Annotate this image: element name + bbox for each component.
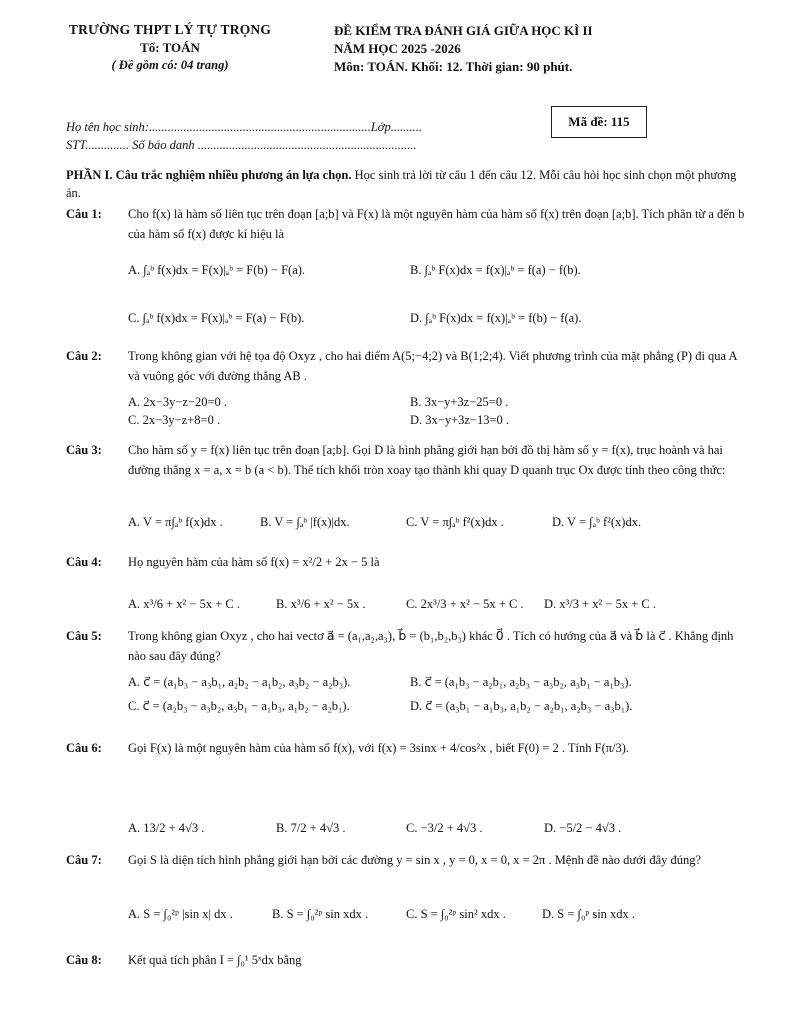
question-8 bbox=[66, 950, 746, 970]
part-1-title: PHẦN I. Câu trắc nghiệm nhiều phương án lựa chọn. bbox=[66, 168, 352, 182]
question-5 bbox=[66, 626, 746, 713]
part-1-description: Học sinh trả lời từ câu 1 đến câu 12. Mỗi câu hỏi học sinh chọn một phương án. bbox=[66, 168, 737, 200]
option-d: D. x³/3 + x² − 5x + C . bbox=[544, 597, 656, 611]
option-c: C. ∫ₐᵇ f(x)dx = F(x)|ₐᵇ = F(a) − F(b). bbox=[128, 311, 305, 325]
option-d: D. c⃗ = (a₃b₁ − a₁b₃, a₁b₂ − a₂b₁, a₂b₃ − a₃b₁). bbox=[410, 699, 633, 713]
question-label: Câu 1: bbox=[66, 207, 102, 221]
option-c: C. S = ∫₀²ᵖ sin² xdx . bbox=[406, 907, 506, 921]
question-2 bbox=[66, 346, 746, 427]
school-header bbox=[40, 22, 300, 73]
question-label: Câu 8: bbox=[66, 953, 102, 967]
option-c: C. 2x−3y−z+8=0 . bbox=[128, 413, 221, 427]
question-label: Câu 3: bbox=[66, 443, 102, 457]
option-d: D. V = ∫ₐᵇ f²(x)dx. bbox=[552, 515, 642, 529]
option-d: D. −5/2 − 4√3 . bbox=[544, 821, 622, 835]
question-label: Câu 5: bbox=[66, 629, 102, 643]
question-label: Câu 4: bbox=[66, 555, 102, 569]
question-text: Trong không gian với hệ tọa độ Oxyz , cho hai điểm A(5;−4;2) và B(1;2;4). Viết phương trình của mặt phẳng (P) đi qua A và vuông góc với đường thẳng AB . bbox=[128, 349, 737, 383]
option-a: A. 13/2 + 4√3 . bbox=[128, 821, 205, 835]
option-b: B. c⃗ = (a₁b₃ − a₂b₁, a₂b₃ − a₃b₂, a₃b₁ − a₁b₃). bbox=[410, 675, 632, 689]
question-text: Gọi S là diện tích hình phẳng giới hạn bởi các đường y = sin x , y = 0, x = 0, x = 2π . Mệnh đề nào dưới đây đúng? bbox=[128, 853, 702, 867]
student-info bbox=[66, 118, 422, 154]
school-year: NĂM HỌC 2025 -2026 bbox=[334, 41, 461, 56]
option-a: A. x³/6 + x² − 5x + C . bbox=[128, 597, 240, 611]
question-text: Họ nguyên hàm của hàm số f(x) = x²/2 + 2x − 5 là bbox=[128, 555, 380, 569]
option-b: B. ∫ₐᵇ F(x)dx = f(x)|ₐᵇ = f(a) − f(b). bbox=[410, 263, 581, 277]
question-4 bbox=[66, 552, 746, 611]
option-c: C. V = π∫ₐᵇ f²(x)dx . bbox=[406, 515, 504, 529]
option-c: C. −3/2 + 4√3 . bbox=[406, 821, 483, 835]
option-a: A. S = ∫₀²ᵖ |sin x| dx . bbox=[128, 907, 233, 921]
question-text: Gọi F(x) là một nguyên hàm của hàm số f(x), với f(x) = 3sinx + 4/cos²x , biết F(0) = 2 . Tính F(π/3). bbox=[128, 741, 630, 755]
option-b: B. x³/6 + x² − 5x . bbox=[276, 597, 366, 611]
option-b: B. 7/2 + 4√3 . bbox=[276, 821, 346, 835]
option-c: C. 2x³/3 + x² − 5x + C . bbox=[406, 597, 524, 611]
student-id-line: STT.............. Số báo danh ...................................................................... bbox=[66, 138, 417, 152]
page-count: ( Đề gồm có: 04 trang) bbox=[111, 58, 229, 72]
question-6 bbox=[66, 738, 746, 835]
student-name-line: Họ tên học sinh:.......................................................................Lớp.......... bbox=[66, 120, 422, 134]
question-text: Trong không gian Oxyz , cho hai vectơ a⃗ = (a₁,a₂,a₃), b⃗ = (b₁,b₂,b₃) khác 0⃗ . Tích có hướng của a⃗ và b⃗ là c⃗ . Khẳng định nào sau đây đúng? bbox=[128, 629, 734, 663]
question-text: Cho hàm số y = f(x) liên tục trên đoạn [a;b]. Gọi D là hình phẳng giới hạn bởi đồ thị hàm số y = f(x), trục hoành và hai đường thẳng x = a, x = b (a < b). Thể tích khối tròn xoay tạo thành khi quay D quanh trục Ox được tính theo công thức: bbox=[128, 443, 726, 477]
question-label: Câu 6: bbox=[66, 741, 102, 755]
school-name: TRƯỜNG THPT LÝ TỰ TRỌNG bbox=[68, 22, 272, 37]
option-c: C. c⃗ = (a₂b₃ − a₃b₂, a₃b₁ − a₁b₃, a₁b₂ − a₂b₁). bbox=[128, 699, 350, 713]
option-a: A. c⃗ = (a₁b₃ − a₃b₁, a₂b₂ − a₁b₂, a₃b₂ − a₂b₃). bbox=[128, 675, 351, 689]
question-text: Kết quả tích phân I = ∫₀¹ 5ˣdx bằng bbox=[128, 953, 302, 967]
question-1 bbox=[66, 204, 746, 325]
option-d: D. S = ∫₀ᵖ sin xdx . bbox=[542, 907, 636, 921]
question-label: Câu 7: bbox=[66, 853, 102, 867]
exam-code-box: Mã đề: 115 bbox=[551, 106, 647, 138]
option-b: B. 3x−y+3z−25=0 . bbox=[410, 395, 509, 409]
option-d: D. 3x−y+3z−13=0 . bbox=[410, 413, 510, 427]
option-b: B. V = ∫ₐᵇ |f(x)|dx. bbox=[260, 515, 350, 529]
question-text: Cho f(x) là hàm số liên tục trên đoạn [a;b] và F(x) là một nguyên hàm của hàm số f(x) trên đoạn [a;b]. Tích phân từ a đến b của hàm số f(x) được kí hiệu là bbox=[128, 207, 745, 241]
question-label: Câu 2: bbox=[66, 349, 102, 363]
option-d: D. ∫ₐᵇ F(x)dx = f(x)|ₐᵇ = f(b) − f(a). bbox=[410, 311, 582, 325]
exam-title: ĐỀ KIỂM TRA ĐÁNH GIÁ GIỮA HỌC KÌ II bbox=[334, 23, 593, 38]
option-a: A. ∫ₐᵇ f(x)dx = F(x)|ₐᵇ = F(b) − F(a). bbox=[128, 263, 306, 277]
question-7 bbox=[66, 850, 746, 921]
question-3 bbox=[66, 440, 746, 529]
exam-header bbox=[334, 22, 774, 76]
option-b: B. S = ∫₀²ᵖ sin xdx . bbox=[272, 907, 369, 921]
subject-line: Môn: TOÁN. Khối: 12. Thời gian: 90 phút. bbox=[334, 59, 573, 74]
part-1-instructions bbox=[66, 166, 742, 202]
option-a: A. 2x−3y−z−20=0 . bbox=[128, 395, 228, 409]
option-a: A. V = π∫ₐᵇ f(x)dx . bbox=[128, 515, 223, 529]
department: Tổ: TOÁN bbox=[140, 40, 200, 55]
